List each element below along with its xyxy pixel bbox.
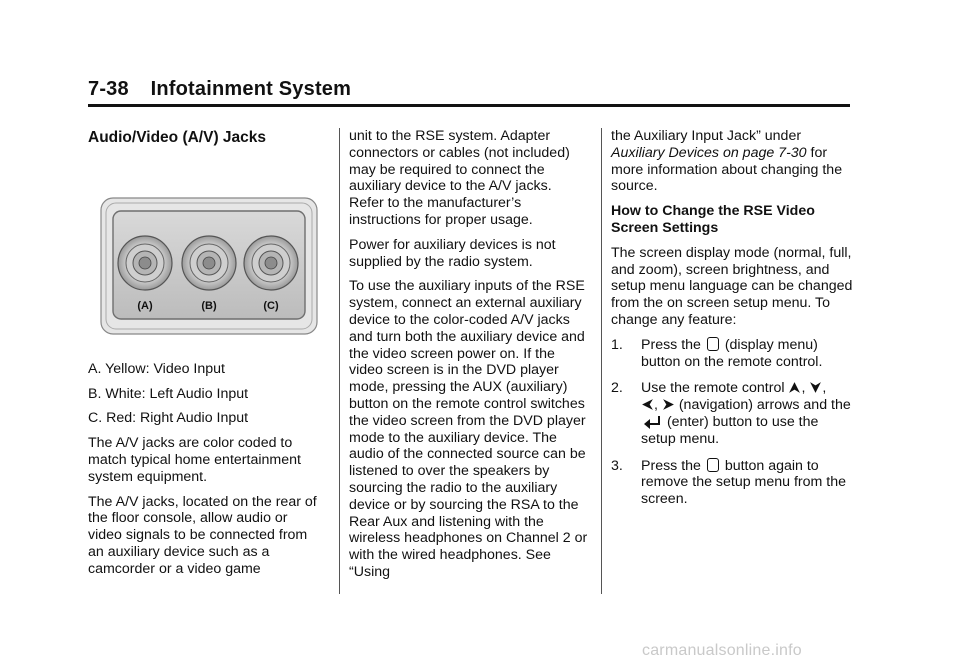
arrow-up-icon — [788, 381, 801, 394]
column-divider-2 — [601, 128, 602, 594]
subsection-heading: How to Change the RSE Video Screen Settings — [611, 203, 815, 236]
jack-c-icon — [244, 236, 298, 290]
chapter-title: Infotainment System — [150, 78, 352, 100]
paragraph: The A/V jacks, located on the rear of the floor console, allow audio or video signals to be connected from an auxiliary device such as a camcorder or a video game — [88, 493, 317, 577]
step-text: button again to remove the setup menu from the screen. — [641, 457, 847, 508]
paragraph: To use the auxiliary inputs of the RSE system, connect an external auxiliary device to the color-coded A/V jacks and turn both the auxiliary device and the video screen power on. If the video screen is in the DVD player mode, pressing the AUX (auxiliary) button on the remote control switches the video screen from the DVD player mode to the auxiliary device. The audio of the connected source can be listened to over the speakers by sourcing the radio to the auxiliary device or by sourcing the RSA to the Rear Aux and listening with the wireless headphones on Channel 2 or with the wired headphones. See “Using — [349, 278, 588, 580]
step-2 — [611, 380, 856, 447]
section-title: Audio/Video (A/V) Jacks — [88, 129, 267, 146]
column-1 — [88, 124, 320, 586]
continuation-paragraph — [611, 128, 856, 195]
av-jacks-illustration — [100, 197, 318, 335]
paragraph: The A/V jacks are color coded to match typical home entertainment system equipment. — [88, 435, 301, 485]
jack-a-label: (A) — [137, 299, 153, 312]
step-number: 1. — [611, 336, 623, 353]
continuation-text: the Auxiliary Input Jack” under — [611, 128, 802, 144]
step-separator: , — [801, 380, 810, 397]
jack-b-icon — [182, 236, 236, 290]
step-1 — [611, 337, 856, 371]
display-menu-icon — [707, 337, 719, 351]
arrow-left-icon — [641, 398, 654, 411]
step-text: (navigation) arrows and the — [674, 397, 851, 414]
arrow-down-icon — [809, 381, 822, 394]
step-text: (display menu) button on the remote control. — [641, 336, 823, 370]
legend-list — [88, 361, 320, 427]
display-menu-icon — [707, 458, 719, 472]
enter-icon — [643, 415, 661, 429]
step-text: Use the remote control — [641, 380, 789, 397]
jack-a-icon — [118, 236, 172, 290]
continuation-text-end: for more information about changing the source. — [611, 144, 843, 195]
page-header — [88, 78, 351, 101]
legend-item-b: B. White: Left Audio Input — [88, 385, 249, 402]
step-separator: , — [654, 397, 662, 414]
av-jacks-figure — [100, 197, 318, 335]
paragraph: The screen display mode (normal, full, and zoom), screen brightness, and setup menu language can be changed from the on screen setup menu. To change any feature: — [611, 244, 853, 328]
step-separator: , — [822, 380, 827, 397]
step-text: Press the — [641, 457, 705, 474]
legend-item-c: C. Red: Right Audio Input — [88, 410, 249, 427]
step-text: Press the — [641, 336, 705, 353]
column-divider-1 — [339, 128, 340, 594]
arrow-right-icon — [662, 398, 675, 411]
jack-b-label: (B) — [201, 299, 217, 312]
column-2 — [349, 128, 589, 589]
paragraph: unit to the RSE system. Adapter connectors or cables (not included) may be required to connect the auxiliary device to the A/V jacks. Refer to the manufacturer’s instructions for proper usage. — [349, 128, 570, 228]
watermark: carmanualsonline.info — [642, 642, 802, 659]
page-number: 7-38 — [88, 78, 129, 100]
column-3 — [611, 128, 856, 518]
step-3 — [611, 458, 856, 508]
cross-reference-link[interactable]: Auxiliary Devices on page 7-30 — [611, 144, 807, 161]
header-rule — [88, 104, 850, 107]
step-number: 2. — [611, 380, 623, 397]
jack-c-label: (C) — [263, 299, 279, 312]
step-text: (enter) button to use the setup menu. — [641, 413, 819, 447]
legend-item-a: A. Yellow: Video Input — [88, 360, 225, 377]
step-number: 3. — [611, 457, 623, 474]
paragraph: Power for auxiliary devices is not supplied by the radio system. — [349, 236, 556, 270]
